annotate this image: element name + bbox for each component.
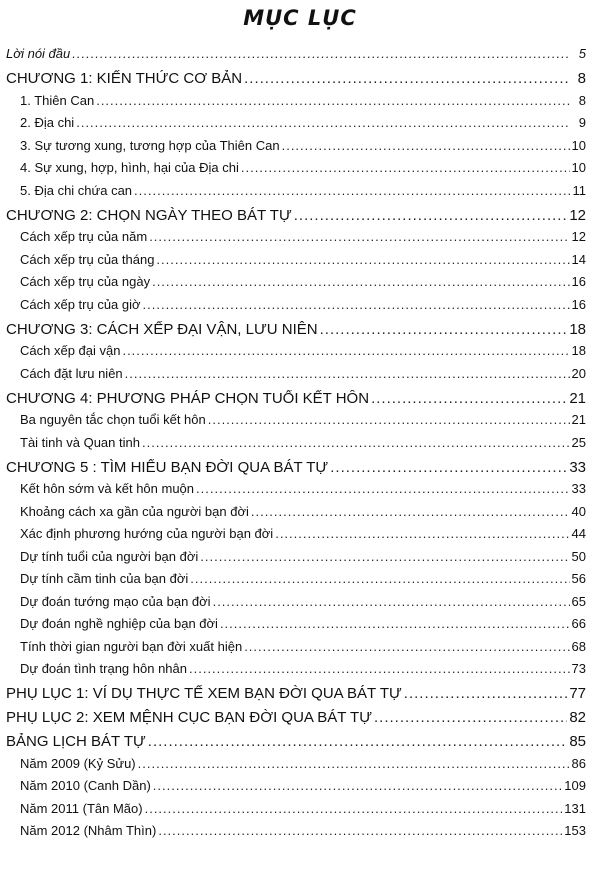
toc-page-number: 33: [569, 458, 586, 476]
dot-leader: [125, 366, 570, 381]
dot-leader: [158, 823, 562, 838]
toc-page-number: 73: [571, 661, 586, 676]
toc-entry-label: Dự đoán nghề nghiệp của bạn đời: [20, 616, 218, 631]
toc-page-number: 8: [577, 70, 586, 87]
toc-section-entry[interactable]: [6, 366, 586, 389]
toc-entry-label: CHƯƠNG 2: CHỌN NGÀY THEO BÁT TỰ: [6, 206, 292, 224]
toc-section-entry[interactable]: [6, 504, 586, 527]
dot-leader: [244, 70, 570, 87]
toc-page-number: 40: [571, 503, 586, 519]
toc-entry-label: Năm 2009 (Kỷ Sửu): [20, 755, 136, 771]
dot-leader: [122, 343, 569, 358]
toc-entry-label: Xác định phương hướng của người bạn đời: [20, 526, 274, 541]
toc-section-entry[interactable]: [6, 526, 586, 549]
toc-entry-label: 3. Sự tương xung, tương hợp của Thiên Can: [20, 137, 280, 153]
toc-entry-label: Năm 2011 (Tân Mão): [20, 800, 143, 816]
toc-section-entry[interactable]: [6, 481, 586, 504]
toc-page-number: 56: [571, 571, 586, 586]
toc-section-entry[interactable]: [6, 661, 586, 684]
toc-entry-label: Tài tinh và Quan tinh: [20, 434, 140, 450]
dot-leader: [145, 801, 563, 816]
toc-section-entry[interactable]: [6, 801, 586, 824]
dot-leader: [134, 183, 570, 198]
toc-entry-label: PHỤ LỤC 1: VÍ DỤ THỰC TẾ XEM BẠN ĐỜI QUA BÁT TỰ: [6, 685, 402, 702]
toc-entry-label: 1. Thiên Can: [20, 92, 95, 108]
dot-leader: [404, 685, 568, 702]
toc-page-number: 50: [571, 548, 586, 564]
toc-entry-label: CHƯƠNG 5 : TÌM HIỂU BẠN ĐỜI QUA BÁT TỰ: [6, 458, 329, 476]
dot-leader: [282, 138, 570, 153]
dot-leader: [371, 390, 567, 407]
toc-entry-label: Lời nói đầu: [6, 46, 71, 61]
toc-section-entry[interactable]: [6, 823, 586, 846]
toc-page-number: 18: [571, 343, 586, 358]
toc-page-number: 10: [571, 160, 586, 175]
toc-entry-label: Cách xếp trụ của tháng: [20, 251, 155, 267]
dot-leader: [320, 321, 568, 338]
toc-section-entry[interactable]: [6, 778, 586, 801]
toc-page-number: 82: [569, 709, 586, 726]
dot-leader: [156, 252, 569, 267]
toc-section-entry[interactable]: [6, 639, 586, 662]
dot-leader: [220, 616, 570, 631]
toc-page-number: 18: [569, 320, 586, 338]
toc-page-number: 33: [571, 481, 586, 496]
toc-page-number: 16: [571, 274, 586, 289]
dot-leader: [143, 297, 570, 312]
dot-leader: [294, 207, 568, 224]
toc-page-number: 21: [571, 412, 586, 427]
toc-entry-label: CHƯƠNG 4: PHƯƠNG PHÁP CHỌN TUỔI KẾT HÔN: [6, 389, 370, 407]
toc-entry-label: Cách xếp trụ của năm: [20, 229, 148, 244]
toc-section-entry[interactable]: [6, 274, 586, 297]
dot-leader: [153, 778, 563, 793]
toc-entry-label: Ba nguyên tắc chọn tuổi kết hôn: [20, 412, 206, 427]
dot-leader: [244, 639, 569, 654]
dot-leader: [275, 526, 569, 541]
toc-chapter-entry[interactable]: [6, 709, 586, 732]
toc-page-number: 65: [571, 593, 586, 609]
toc-entry-label: Năm 2010 (Canh Dần): [20, 778, 151, 793]
toc-entry-label: CHƯƠNG 3: CÁCH XẾP ĐẠI VẬN, LƯU NIÊN: [6, 320, 318, 338]
toc-entry-label: 2. Địa chi: [20, 115, 75, 130]
toc-entry-label: Dự đoán tướng mạo của bạn đời: [20, 593, 211, 609]
toc-section-entry[interactable]: [6, 756, 586, 779]
dot-leader: [251, 504, 570, 519]
dot-leader: [152, 274, 569, 289]
toc-section-entry[interactable]: [6, 435, 586, 458]
toc-entry-label: PHỤ LỤC 2: XEM MỆNH CỤC BẠN ĐỜI QUA BÁT TỰ: [6, 709, 373, 726]
toc-chapter-entry[interactable]: [6, 459, 586, 482]
toc-page-number: 5: [578, 46, 586, 61]
toc-chapter-entry[interactable]: [6, 685, 586, 708]
toc-page-number: 8: [578, 92, 586, 108]
toc-page-number: 109: [564, 778, 586, 793]
toc-page-number: 11: [572, 182, 586, 198]
toc-chapter-entry[interactable]: [6, 70, 586, 93]
toc-entry-label: Kết hôn sớm và kết hôn muộn: [20, 481, 195, 496]
toc-entry-label: Khoảng cách xa gần của người bạn đời: [20, 503, 249, 519]
dot-leader: [76, 115, 570, 130]
toc-page-number: 86: [571, 755, 586, 771]
toc-section-entry[interactable]: [6, 549, 586, 572]
page-title: MỤC LỤC: [243, 6, 357, 30]
toc-section-entry[interactable]: [6, 252, 586, 275]
dot-leader: [374, 709, 567, 726]
dot-leader: [142, 435, 570, 450]
dot-leader: [96, 93, 570, 108]
toc-chapter-entry[interactable]: [6, 321, 586, 344]
dot-leader: [241, 160, 570, 175]
toc-chapter-entry[interactable]: [6, 733, 586, 756]
toc-page-number: 68: [571, 638, 586, 654]
toc-page-number: 10: [571, 137, 586, 153]
toc-section-entry[interactable]: [6, 138, 586, 161]
toc-section-entry[interactable]: [6, 160, 586, 183]
dot-leader: [200, 549, 569, 564]
dot-leader: [189, 661, 570, 676]
toc-entry-label: CHƯƠNG 1: KIẾN THỨC CƠ BẢN: [6, 70, 243, 87]
toc-entry-label: Cách đặt lưu niên: [20, 365, 123, 381]
dot-leader: [190, 571, 569, 586]
dot-leader: [213, 594, 570, 609]
toc-entry-label: Cách xếp trụ của giờ: [20, 296, 141, 312]
toc-section-entry[interactable]: [6, 115, 586, 138]
toc-entry-label: Năm 2012 (Nhâm Thìn): [20, 823, 157, 838]
toc-page-number: 131: [564, 800, 586, 816]
toc-page-number: 14: [571, 251, 586, 267]
toc-section-entry[interactable]: [6, 571, 586, 594]
toc-section-entry[interactable]: [6, 183, 586, 206]
dot-leader: [72, 46, 570, 61]
toc-section-entry[interactable]: [6, 412, 586, 435]
table-of-contents: [6, 46, 586, 846]
toc-entry-label: BẢNG LỊCH BÁT TỰ: [6, 733, 146, 750]
dot-leader: [148, 733, 568, 750]
dot-leader: [138, 756, 570, 771]
dot-leader: [149, 229, 569, 244]
toc-page-number: 16: [571, 296, 586, 312]
toc-section-entry[interactable]: [6, 343, 586, 366]
toc-entry-label: Tính thời gian người bạn đời xuất hiện: [20, 638, 243, 654]
toc-page-number: 12: [569, 206, 586, 224]
toc-entry-label: Cách xếp đại vận: [20, 343, 121, 358]
dot-leader: [196, 481, 570, 496]
toc-section-entry[interactable]: [6, 93, 586, 116]
toc-entry-label: Cách xếp trụ của ngày: [20, 274, 151, 289]
toc-page-number: 20: [571, 365, 586, 381]
toc-entry-label: 5. Địa chi chứa can: [20, 182, 133, 198]
toc-page-number: 66: [571, 616, 586, 631]
dot-leader: [330, 459, 567, 476]
toc-section-entry[interactable]: [6, 229, 586, 252]
toc-section-entry[interactable]: [6, 616, 586, 639]
toc-page-number: 9: [578, 115, 586, 130]
toc-entry-label: Dự tính cầm tinh của bạn đời: [20, 571, 189, 586]
toc-chapter-entry[interactable]: [6, 207, 586, 230]
toc-section-entry[interactable]: [6, 297, 586, 320]
toc-page-number: 12: [571, 229, 586, 244]
toc-intro-entry[interactable]: [6, 46, 586, 69]
toc-entry-label: Dự đoán tình trạng hôn nhân: [20, 661, 187, 676]
toc-page-number: 153: [564, 823, 586, 838]
toc-entry-label: 4. Sự xung, hợp, hình, hại của Địa chi: [20, 160, 239, 175]
dot-leader: [208, 412, 570, 427]
toc-page-number: 77: [569, 685, 586, 702]
toc-page-number: 44: [571, 526, 586, 541]
toc-section-entry[interactable]: [6, 594, 586, 617]
toc-page-number: 21: [569, 389, 586, 407]
toc-chapter-entry[interactable]: [6, 390, 586, 413]
toc-page-number: 25: [571, 434, 586, 450]
toc-entry-label: Dự tính tuổi của người bạn đời: [20, 548, 199, 564]
toc-page-number: 85: [569, 733, 586, 750]
